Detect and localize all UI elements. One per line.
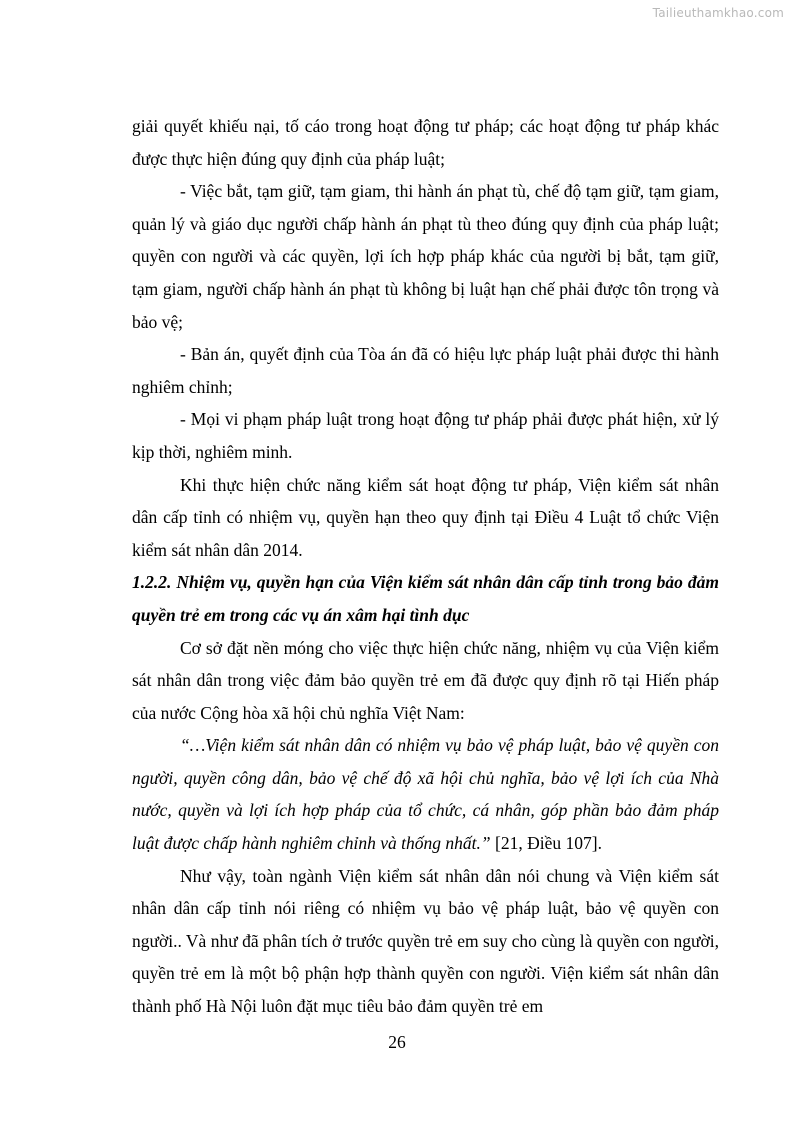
paragraph-supervision-function: Khi thực hiện chức năng kiểm sát hoạt động tư pháp, Viện kiểm sát nhân dân cấp tỉnh có nhiệm vụ, quyền hạn theo quy định tại Điều 4 Luật tổ chức Viện kiểm sát nhân dân 2014. <box>132 474 719 560</box>
quote-citation: [21, Điều 107]. <box>490 833 602 854</box>
constitution-quote <box>132 729 719 859</box>
section-heading: 1.2.2. Nhiệm vụ, quyền hạn của Viện kiểm sát nhân dân cấp tỉnh trong bảo đảm quyền trẻ em trong các vụ án xâm hại tình dục <box>132 572 719 625</box>
document-body <box>132 110 719 1023</box>
watermark-text: Tailieuthamkhao.com <box>652 6 784 20</box>
paragraph-conclusion: Như vậy, toàn ngành Viện kiểm sát nhân dân nói chung và Viện kiểm sát nhân dân cấp tỉnh nói riêng có nhiệm vụ bảo vệ pháp luật, bảo vệ quyền con người.. Và như đã phân tích ở trước quyền trẻ em suy cho cùng là quyền con người, quyền trẻ em là một bộ phận hợp thành quyền con người. Viện kiểm sát nhân dân thành phố Hà Nội luôn đặt mục tiêu bảo đảm quyền trẻ em <box>132 865 719 1017</box>
paragraph-violations: - Mọi vi phạm pháp luật trong hoạt động tư pháp phải được phát hiện, xử lý kịp thời, nghiêm minh. <box>132 409 719 462</box>
paragraph-continuation: giải quyết khiếu nại, tố cáo trong hoạt động tư pháp; các hoạt động tư pháp khác được thực hiện đúng quy định của pháp luật; <box>132 116 719 169</box>
page-number: 26 <box>388 1032 406 1052</box>
paragraph-court-judgments: - Bản án, quyết định của Tòa án đã có hiệu lực pháp luật phải được thi hành nghiêm chỉnh; <box>132 344 719 397</box>
paragraph-foundation: Cơ sở đặt nền móng cho việc thực hiện chức năng, nhiệm vụ của Viện kiểm sát nhân dân trong việc đảm bảo quyền trẻ em đã được quy định rõ tại Hiến pháp của nước Cộng hòa xã hội chủ nghĩa Việt Nam: <box>132 637 719 723</box>
quote-text: “…Viện kiểm sát nhân dân có nhiệm vụ bảo vệ pháp luật, bảo vệ quyền con người, quyền công dân, bảo vệ chế độ xã hội chủ nghĩa, bảo vệ lợi ích của Nhà nước, quyền và lợi ích hợp pháp của tổ chức, cá nhân, góp phần bảo đảm pháp luật được chấp hành nghiêm chỉnh và thống nhất.” <box>132 735 719 854</box>
paragraph-arrest-detention: - Việc bắt, tạm giữ, tạm giam, thi hành án phạt tù, chế độ tạm giữ, tạm giam, quản lý và giáo dục người chấp hành án phạt tù theo đúng quy định của pháp luật; quyền con người và các quyền, lợi ích hợp pháp khác của người bị bắt, tạm giữ, tạm giam, người chấp hành án phạt tù không bị luật hạn chế phải được tôn trọng và bảo vệ; <box>132 181 719 332</box>
